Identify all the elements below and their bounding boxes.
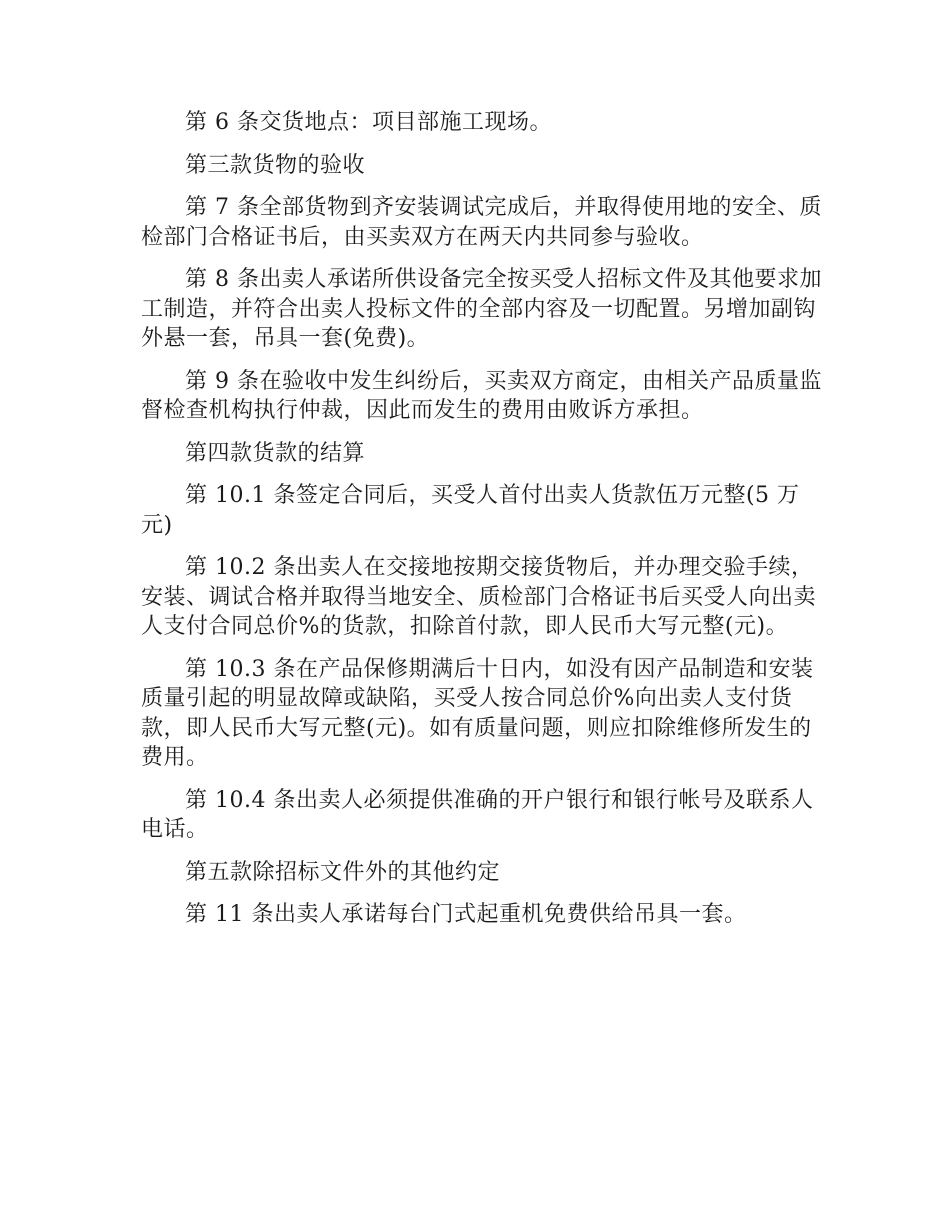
- document-body: [141, 108, 831, 943]
- clause-9: 第 9 条在验收中发生纠纷后，买卖双方商定，由相关产品质量监督检查机构执行仲裁，因此而发生的费用由败诉方承担。: [141, 368, 822, 423]
- clause-10-2: 第 10.2 条出卖人在交接地按期交接货物后，并办理交验手续，安装、调试合格并取得当地安全、质检部门合格证书后买受人向出卖人支付合同总价%的货款，扣除首付款，即人民币大写元整(元)。: [141, 555, 817, 639]
- clause-6: 第 6 条交货地点：项目部施工现场。: [185, 110, 552, 135]
- clause-11: 第 11 条出卖人承诺每台门式起重机免费供给吊具一套。: [185, 902, 747, 927]
- clause-10-4: 第 10.4 条出卖人必须提供准确的开户银行和银行帐号及联系人电话。: [141, 787, 814, 842]
- clause-10-3: 第 10.3 条在产品保修期满后十日内，如没有因产品制造和安装质量引起的明显故障或缺陷，买受人按合同总价%向出卖人支付货款，即人民币大写元整(元)。如有质量问题，则应扣除维修所发生的费用。: [141, 656, 814, 770]
- clause-10-1: 第 10.1 条签定合同后，买受人首付出卖人货款伍万元整(5 万元): [141, 483, 800, 538]
- clause-7: 第 7 条全部货物到齐安装调试完成后，并取得使用地的安全、质检部门合格证书后，由买卖双方在两天内共同参与验收。: [141, 195, 822, 250]
- clause-8: 第 8 条出卖人承诺所供设备完全按买受人招标文件及其他要求加工制造，并符合出卖人投标文件的全部内容及一切配置。另增加副钩外悬一套，吊具一套(免费)。: [141, 267, 822, 351]
- section-heading-5: 第五款除招标文件外的其他约定: [185, 859, 501, 885]
- section-heading-4: 第四款货款的结算: [185, 440, 366, 466]
- section-heading-3: 第三款货物的验收: [185, 152, 366, 178]
